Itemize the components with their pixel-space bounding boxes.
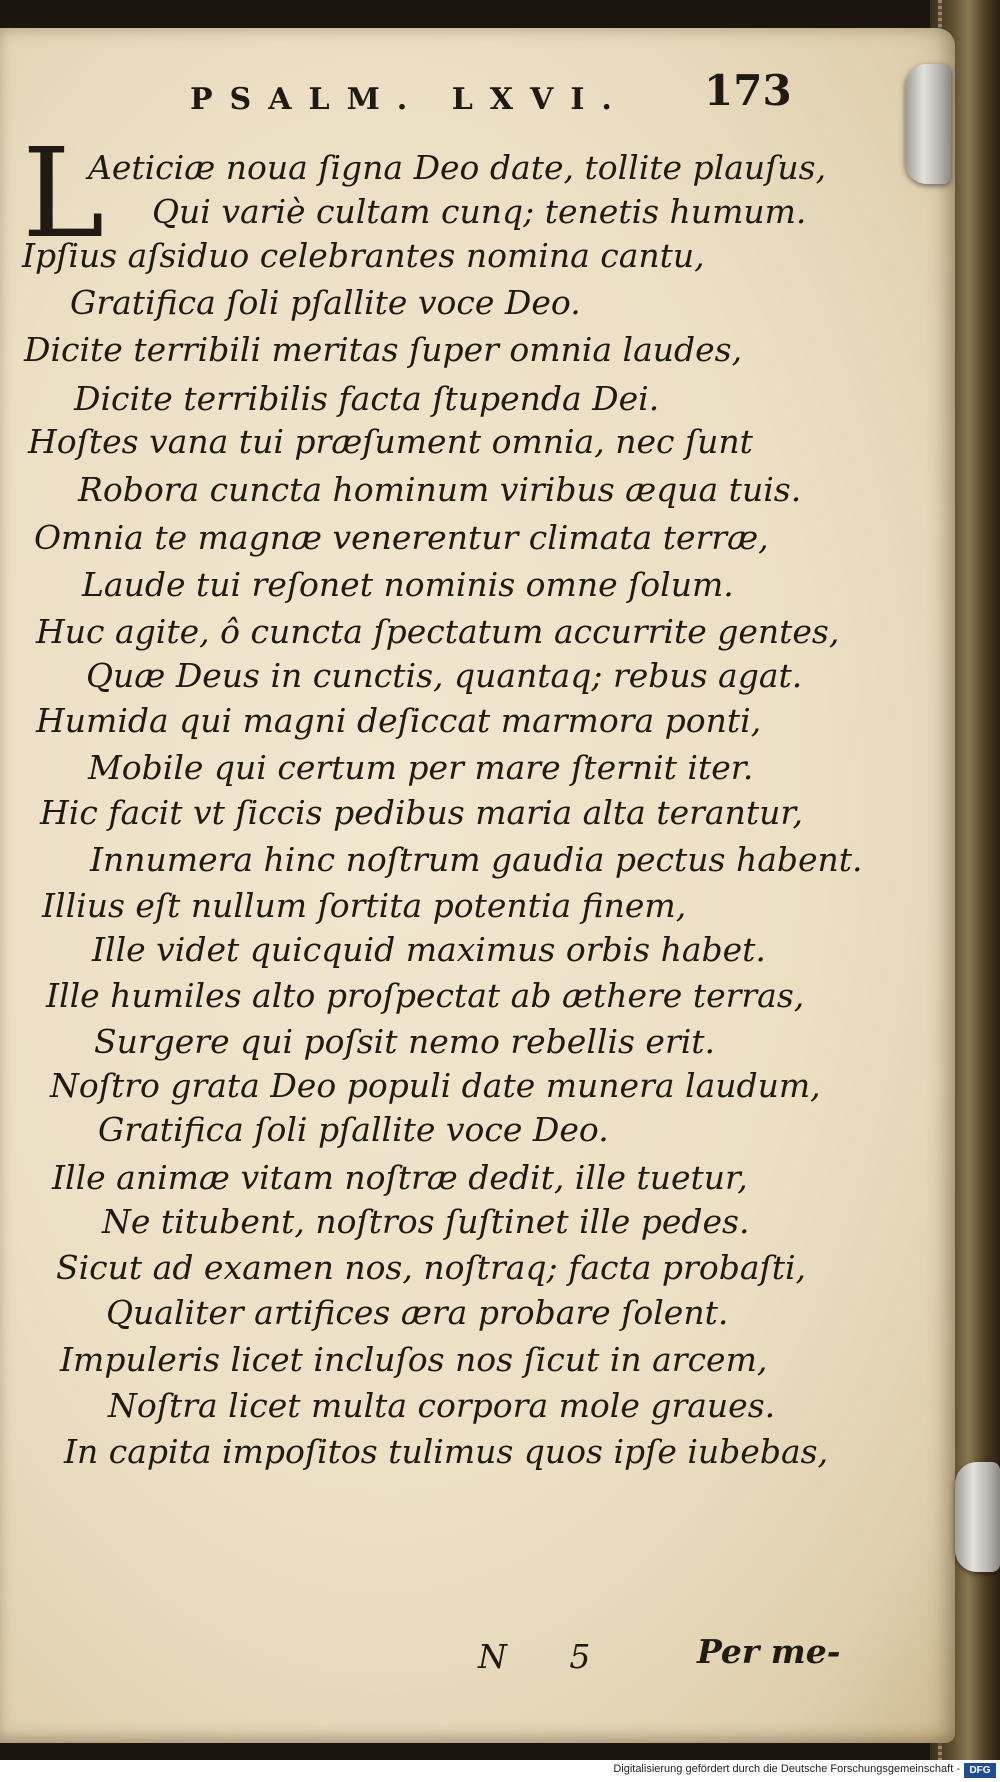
verse-line-24: Ne titubent, noſtros ſuſtinet ille pedes.: [102, 1202, 750, 1241]
verse-line-15: Hic facit vt ſiccis pedibus maria alta terantur,: [40, 793, 803, 832]
verse-line-7: Hoſtes vana tui præſument omnia, nec ſunt: [28, 422, 753, 461]
verse-line-4: Gratifica ſoli pſallite voce Deo.: [70, 283, 581, 322]
verse-line-5: Dicite terribili meritas ſuper omnia laudes,: [24, 330, 743, 369]
verse-line-17: Illius eſt nullum ſortita potentia finem,: [42, 886, 687, 925]
verse-line-14: Mobile qui certum per mare ſternit iter.: [88, 748, 754, 787]
drop-cap: L: [22, 122, 105, 266]
running-head: PSALM. LXVI.: [190, 82, 629, 117]
verse-line-22: Gratifica ſoli pſallite voce Deo.: [98, 1110, 609, 1149]
verse-line-2: Qui variè cultam cunq; tenetis humum.: [152, 192, 807, 231]
dfg-logo: DFG: [964, 1763, 996, 1778]
verse-line-25: Sicut ad examen nos, noſtraq; facta probaſti,: [56, 1248, 807, 1287]
verse-line-23: Ille animæ vitam noſtræ dedit, ille tuetur,: [52, 1158, 748, 1197]
verse-line-29: In capita impoſitos tulimus quos ipſe iubebas,: [64, 1432, 829, 1471]
verse-line-27: Impuleris licet incluſos nos ſicut in arcem,: [60, 1340, 768, 1379]
verse-line-16: Innumera hinc noſtrum gaudia pectus habent.: [90, 840, 863, 879]
verse-line-12: Quæ Deus in cunctis, quantaq; rebus agat.: [86, 656, 803, 695]
book-clip-top: [905, 64, 951, 184]
book-clip-bottom: [955, 1462, 1000, 1572]
verse-line-28: Noſtra licet multa corpora mole graues.: [108, 1386, 776, 1425]
verse-line-26: Qualiter artifices æra probare ſolent.: [106, 1293, 729, 1332]
signature-mark: N 5: [478, 1637, 617, 1676]
footer-credit: Digitalisierung gefördert durch die Deutsche Forschungsgemeinschaft -: [613, 1763, 960, 1775]
verse-line-8: Robora cuncta hominum viribus æqua tuis.: [78, 470, 802, 509]
verse-line-6: Dicite terribilis facta ſtupenda Dei.: [74, 379, 660, 418]
verse-line-1: Aeticiæ noua ſigna Deo date, tollite plauſus,: [88, 148, 827, 187]
verse-line-18: Ille videt quicquid maximus orbis habet.: [92, 930, 766, 969]
verse-line-3: Ipſius aſsiduo celebrantes nomina cantu,: [22, 236, 705, 275]
verse-line-20: Surgere qui poſsit nemo rebellis erit.: [94, 1022, 716, 1061]
verse-line-19: Ille humiles alto proſpectat ab æthere terras,: [46, 976, 805, 1015]
verse-line-21: Noſtro grata Deo populi date munera laudum,: [50, 1066, 821, 1105]
catchword: Per me-: [697, 1632, 841, 1671]
verse-line-11: Huc agite, ô cuncta ſpectatum accurrite gentes,: [36, 612, 840, 651]
verse-line-9: Omnia te magnæ venerentur climata terræ,: [34, 518, 769, 557]
verse-line-13: Humida qui magni deſiccat marmora ponti,: [36, 701, 762, 740]
verse-line-10: Laude tui reſonet nominis omne ſolum.: [82, 565, 734, 604]
page-number: 173: [704, 66, 792, 115]
